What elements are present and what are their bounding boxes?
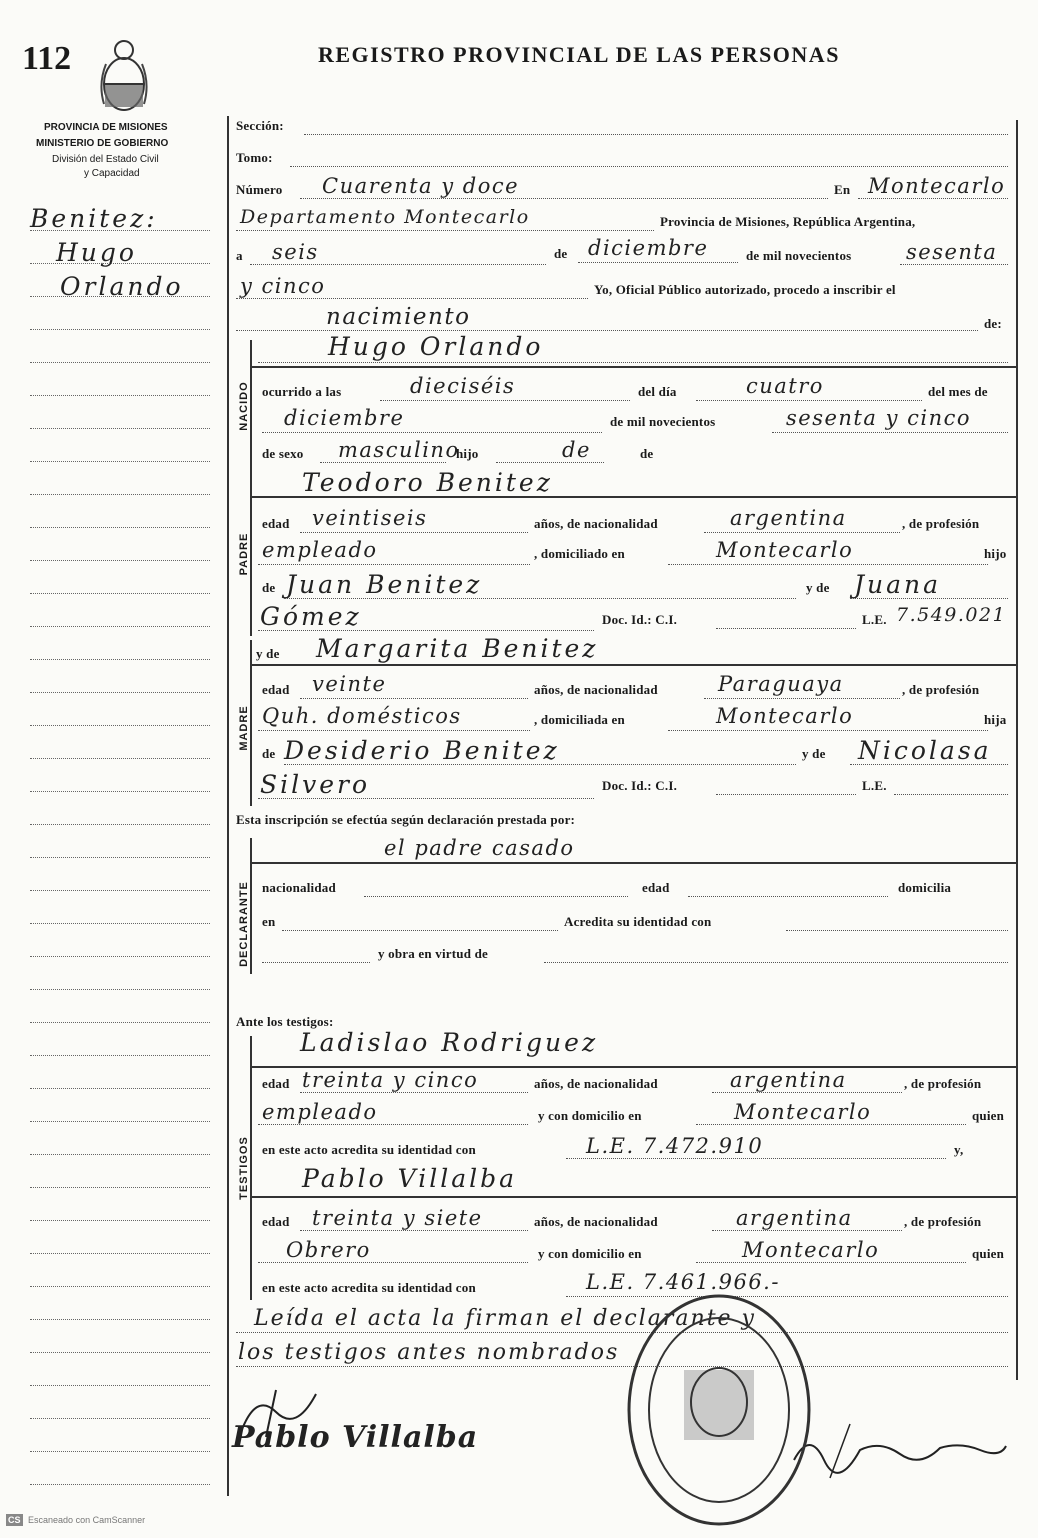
margin-dotted-line xyxy=(30,989,210,990)
tomo-label: Tomo: xyxy=(236,150,273,165)
departamento-value: Departamento Montecarlo xyxy=(240,206,530,228)
ocurrido-label: ocurrido a las xyxy=(262,384,342,399)
padre-de-label: de xyxy=(262,580,276,595)
madre-edad-label: edad xyxy=(262,682,290,697)
signature-scribble-left xyxy=(236,1382,326,1442)
margin-dotted-line xyxy=(30,593,210,594)
testigo1-quien-label: quien xyxy=(972,1108,1005,1123)
madre-madre-value: Nicolasa xyxy=(858,736,992,765)
testigos-section-label: TESTIGOS xyxy=(238,1136,250,1200)
testigo2-domicilio-label: y con domicilio en xyxy=(538,1246,642,1261)
camscanner-logo-icon: CS xyxy=(8,1515,21,1525)
padre-nacionalidad-value: argentina xyxy=(730,506,847,530)
madre-edad-value: veinte xyxy=(312,672,387,696)
margin-dotted-line xyxy=(30,560,210,561)
declarante-acredita-label: Acredita su identidad con xyxy=(564,914,712,929)
testigo2-doc-value: L.E. 7.461.966.- xyxy=(586,1270,780,1294)
madre-profesion-label: , de profesión xyxy=(902,682,980,697)
margin-dotted-line xyxy=(30,1385,210,1386)
en-label: En xyxy=(834,182,851,197)
padre-name-value: Teodoro Benitez xyxy=(302,468,553,497)
margin-dotted-line xyxy=(30,1220,210,1221)
nacido-section-label: NACIDO xyxy=(238,381,250,431)
declarante-nacionalidad-label: nacionalidad xyxy=(262,880,336,895)
padre-profesion-value: empleado xyxy=(262,538,378,562)
margin-dotted-line xyxy=(30,1055,210,1056)
testigo2-name-value: Pablo Villalba xyxy=(302,1164,518,1193)
margin-dotted-line xyxy=(30,626,210,627)
padre-doc-label: Doc. Id.: C.I. xyxy=(602,612,678,627)
testigo1-profesion-label: , de profesión xyxy=(904,1076,982,1091)
office-division: División del Estado Civil xyxy=(52,154,159,165)
anio-label: de mil novecientos xyxy=(610,414,716,429)
margin-dotted-line xyxy=(30,956,210,957)
margin-dotted-line xyxy=(30,296,210,297)
frame-left-line xyxy=(227,116,229,1496)
padre-yde-label: y de xyxy=(806,580,830,595)
declarante-name-value: el padre casado xyxy=(384,836,575,860)
hora-value: dieciséis xyxy=(410,374,516,398)
numero-value: Cuarenta y doce xyxy=(322,174,520,198)
declarante-en-label: en xyxy=(262,914,276,929)
padre-padre-value: Juan Benitez xyxy=(286,570,483,599)
madre-hija-label: hija xyxy=(984,712,1007,727)
margin-dotted-line xyxy=(30,1253,210,1254)
year-label: de mil novecientos xyxy=(746,248,852,263)
padre-domicilio-label: , domiciliado en xyxy=(534,546,625,561)
margin-dotted-line xyxy=(30,1418,210,1419)
year-value-2: y cinco xyxy=(240,274,326,298)
day-value: seis xyxy=(272,240,319,264)
month-value: diciembre xyxy=(588,236,709,260)
signature-scribble-right xyxy=(790,1420,1010,1480)
margin-dotted-line xyxy=(30,890,210,891)
frame-right-line xyxy=(1016,120,1018,1380)
margin-dotted-line xyxy=(30,1022,210,1023)
madre-yde-label: y de xyxy=(256,646,280,661)
margin-dotted-line xyxy=(30,494,210,495)
padre-madre-value: Juana xyxy=(854,570,942,599)
testigo1-doc-value: L.E. 7.472.910 xyxy=(586,1134,764,1158)
margin-dotted-line xyxy=(30,263,210,264)
padre-profesion-label: , de profesión xyxy=(902,516,980,531)
margin-surname: Benitez: xyxy=(30,204,158,233)
mes-label: del mes de xyxy=(928,384,988,399)
madre-profesion-value: Quh. domésticos xyxy=(262,704,462,728)
declarante-intro: Esta inscripción se efectúa según declaración prestada por: xyxy=(236,812,576,827)
margin-dotted-line xyxy=(30,857,210,858)
testigo1-domicilio-label: y con domicilio en xyxy=(538,1108,642,1123)
padre-le-label: L.E. xyxy=(862,612,887,627)
testigo2-quien-label: quien xyxy=(972,1246,1005,1261)
office-ministry: MINISTERIO DE GOBIERNO xyxy=(36,138,169,149)
margin-dotted-line xyxy=(30,1286,210,1287)
padre-section-label: PADRE xyxy=(238,532,250,576)
hijo-label: hijo xyxy=(456,446,479,461)
padre-edad-value: veintiseis xyxy=(312,506,428,530)
madre-nacionalidad-value: Paraguaya xyxy=(718,672,844,696)
madre-nacionalidad-label: años, de nacionalidad xyxy=(534,682,658,697)
testigos-intro: Ante los testigos: xyxy=(236,1014,334,1029)
testigo2-profesion-label: , de profesión xyxy=(904,1214,982,1229)
margin-dotted-line xyxy=(30,1088,210,1089)
sexo-value: masculino xyxy=(338,438,460,462)
margin-dotted-line xyxy=(30,1451,210,1452)
margin-dotted-line xyxy=(30,725,210,726)
margin-dotted-line xyxy=(30,527,210,528)
margin-dotted-line xyxy=(30,461,210,462)
de-label: de xyxy=(554,246,568,261)
year-value: sesenta xyxy=(906,240,998,264)
testigo1-y-label: y, xyxy=(954,1142,964,1157)
testigo1-domicilio-value: Montecarlo xyxy=(734,1100,872,1124)
testigo2-nacionalidad-label: años, de nacionalidad xyxy=(534,1214,658,1229)
de2-label: de: xyxy=(984,316,1002,331)
padre-le-value: 7.549.021 xyxy=(896,604,1007,626)
testigo2-nacionalidad-value: argentina xyxy=(736,1206,853,1230)
office-province: PROVINCIA DE MISIONES xyxy=(44,122,168,133)
margin-dotted-line xyxy=(30,230,210,231)
madre-de-label: de xyxy=(262,746,276,761)
declarante-edad-label: edad xyxy=(642,880,670,895)
scanner-watermark xyxy=(6,1514,145,1526)
margin-dotted-line xyxy=(30,1187,210,1188)
margin-second-name: Orlando xyxy=(60,272,184,301)
margin-dotted-line xyxy=(30,1319,210,1320)
padre-hijo-label: hijo xyxy=(984,546,1007,561)
closing-line-1: Leída el acta la firman el declarante y xyxy=(254,1306,756,1331)
margin-dotted-line xyxy=(30,791,210,792)
padre-edad-label: edad xyxy=(262,516,290,531)
margin-dotted-line xyxy=(30,329,210,330)
declarante-obra-label: y obra en virtud de xyxy=(378,946,488,961)
en-value: Montecarlo xyxy=(868,174,1006,198)
margin-dotted-line xyxy=(30,1352,210,1353)
margin-dotted-line xyxy=(30,1154,210,1155)
closing-line-2: los testigos antes nombrados xyxy=(238,1340,620,1365)
madre-name-value: Margarita Benitez xyxy=(316,634,599,663)
testigo1-nacionalidad-label: años, de nacionalidad xyxy=(534,1076,658,1091)
madre-madre-value-2: Silvero xyxy=(260,770,371,799)
argentina-coat-of-arms-icon xyxy=(96,34,152,120)
padre-domicilio-value: Montecarlo xyxy=(716,538,854,562)
testigo2-domicilio-value: Montecarlo xyxy=(742,1238,880,1262)
declarante-section-label: DECLARANTE xyxy=(238,881,250,967)
hijo-value: de xyxy=(562,438,591,462)
anio-value: sesenta y cinco xyxy=(786,406,972,430)
madre-padre-value: Desiderio Benitez xyxy=(284,736,560,765)
document-title: REGISTRO PROVINCIAL DE LAS PERSONAS xyxy=(318,42,840,67)
dia-label: del día xyxy=(638,384,677,399)
madre-yde2-label: y de xyxy=(802,746,826,761)
margin-dotted-line xyxy=(30,395,210,396)
act-value: nacimiento xyxy=(326,304,471,330)
madre-domicilio-label: , domiciliada en xyxy=(534,712,625,727)
margin-dotted-line xyxy=(30,824,210,825)
margin-dotted-line xyxy=(30,692,210,693)
declarante-domicilio-label: domicilia xyxy=(898,880,952,895)
testigo1-profesion-value: empleado xyxy=(262,1100,378,1124)
madre-section-label: MADRE xyxy=(238,705,250,751)
hijo-de-label: de xyxy=(640,446,654,461)
margin-dotted-line xyxy=(30,758,210,759)
sexo-label: de sexo xyxy=(262,446,304,461)
testigo1-nacionalidad-value: argentina xyxy=(730,1068,847,1092)
a-label: a xyxy=(236,248,243,263)
madre-doc-label: Doc. Id.: C.I. xyxy=(602,778,678,793)
provincia-label: Provincia de Misiones, República Argentina, xyxy=(660,214,916,229)
margin-dotted-line xyxy=(30,1121,210,1122)
madre-domicilio-value: Montecarlo xyxy=(716,704,854,728)
testigo1-edad-label: edad xyxy=(262,1076,290,1091)
scanner-text: Escaneado con CamScanner xyxy=(28,1515,146,1525)
testigo1-acredita-label: en este acto acredita su identidad con xyxy=(262,1142,476,1157)
testigo1-edad-value: treinta y cinco xyxy=(302,1068,479,1092)
padre-madre-value-2: Gómez xyxy=(260,602,362,631)
testigo2-acredita-label: en este acto acredita su identidad con xyxy=(262,1280,476,1295)
document-number: 112 xyxy=(22,40,72,77)
official-seal-stamp xyxy=(624,1290,814,1530)
margin-dotted-line xyxy=(30,1484,210,1485)
oficial-label: Yo, Oficial Público autorizado, procedo a inscribir el xyxy=(594,282,896,297)
testigo2-edad-value: treinta y siete xyxy=(312,1206,483,1230)
numero-label: Número xyxy=(236,182,283,197)
testigo2-edad-label: edad xyxy=(262,1214,290,1229)
child-name-value: Hugo Orlando xyxy=(328,332,544,361)
margin-dotted-line xyxy=(30,659,210,660)
dia-value: cuatro xyxy=(746,374,824,398)
margin-dotted-line xyxy=(30,362,210,363)
margin-dotted-line xyxy=(30,428,210,429)
signature-left: Pablo Villalba xyxy=(232,1420,479,1455)
office-capacidad: y Capacidad xyxy=(84,168,140,179)
seccion-label: Sección: xyxy=(236,118,284,133)
testigo1-name-value: Ladislao Rodriguez xyxy=(300,1028,599,1057)
mes-value: diciembre xyxy=(284,406,405,430)
padre-nacionalidad-label: años, de nacionalidad xyxy=(534,516,658,531)
margin-dotted-line xyxy=(30,923,210,924)
testigo2-profesion-value: Obrero xyxy=(286,1238,371,1262)
margin-first-name: Hugo xyxy=(56,238,137,267)
madre-le-label: L.E. xyxy=(862,778,887,793)
